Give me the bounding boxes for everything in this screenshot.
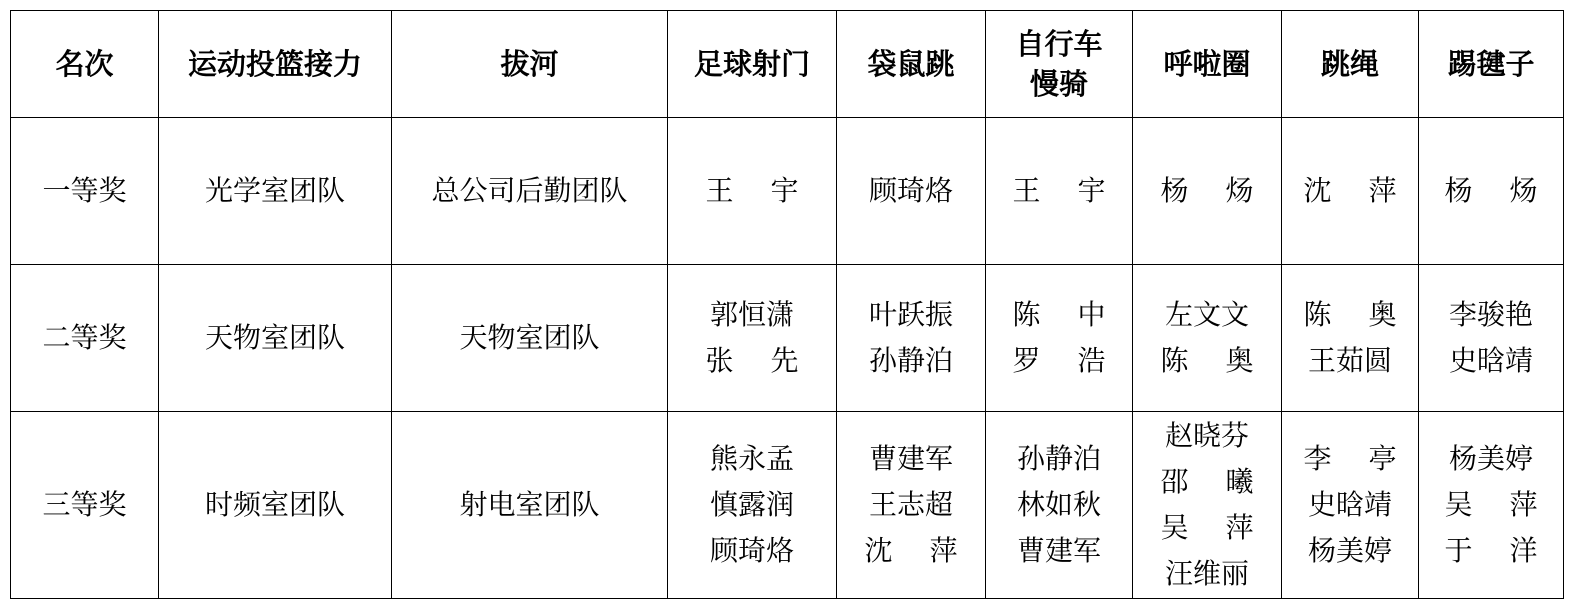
winner-name: 邵 曦 bbox=[1160, 465, 1254, 498]
winner-list bbox=[1161, 292, 1254, 384]
winner-list bbox=[706, 168, 799, 214]
winner-name: 史晗靖 bbox=[1448, 344, 1533, 377]
winner-name: 顾琦烙 bbox=[868, 174, 953, 207]
winner-name: 孙静泊 bbox=[868, 344, 953, 377]
football-cell bbox=[668, 265, 837, 412]
winner-name: 王茹圆 bbox=[1307, 344, 1392, 377]
winner-name: 孙静泊 bbox=[1016, 442, 1101, 475]
jump-rope-cell bbox=[1282, 412, 1419, 599]
winner-name: 熊永孟 bbox=[709, 442, 794, 475]
winner-name: 赵晓芬 bbox=[1164, 419, 1249, 452]
winner-list bbox=[1304, 292, 1397, 384]
relay-cell: 天物室团队 bbox=[159, 265, 392, 412]
table-row bbox=[11, 265, 1564, 412]
shuttlecock-cell bbox=[1419, 265, 1564, 412]
jump-rope-cell bbox=[1282, 118, 1419, 265]
hula-hoop-cell bbox=[1133, 265, 1282, 412]
winner-list bbox=[1304, 168, 1397, 214]
winner-list bbox=[865, 436, 958, 574]
kangaroo-jump-cell bbox=[837, 412, 986, 599]
winner-list bbox=[1161, 413, 1254, 597]
header-rank: 名次 bbox=[11, 11, 159, 118]
winner-name: 慎露润 bbox=[709, 488, 794, 521]
relay-cell: 时频室团队 bbox=[159, 412, 392, 599]
header-tug-of-war: 拔河 bbox=[392, 11, 668, 118]
header-relay: 运动投篮接力 bbox=[159, 11, 392, 118]
football-cell bbox=[668, 118, 837, 265]
winner-name: 汪维丽 bbox=[1164, 557, 1249, 590]
hula-hoop-cell bbox=[1133, 412, 1282, 599]
winner-name: 曹建军 bbox=[868, 442, 953, 475]
winner-list bbox=[1013, 292, 1106, 384]
winner-name: 王 宇 bbox=[705, 174, 799, 207]
header-hula-hoop: 呼啦圈 bbox=[1133, 11, 1282, 118]
header-football: 足球射门 bbox=[668, 11, 837, 118]
winner-name: 吴 萍 bbox=[1444, 488, 1538, 521]
header-shuttlecock: 踢毽子 bbox=[1419, 11, 1564, 118]
winner-list bbox=[1445, 436, 1538, 574]
winner-list bbox=[706, 292, 799, 384]
rank-cell: 三等奖 bbox=[11, 412, 159, 599]
winner-list bbox=[869, 292, 953, 384]
winner-name: 杨 炀 bbox=[1444, 174, 1538, 207]
rank-cell: 二等奖 bbox=[11, 265, 159, 412]
winner-name: 张 先 bbox=[705, 344, 799, 377]
winner-list bbox=[710, 436, 794, 574]
header-row bbox=[11, 11, 1564, 118]
winner-name: 吴 萍 bbox=[1160, 511, 1254, 544]
table-row bbox=[11, 412, 1564, 599]
jump-rope-cell bbox=[1282, 265, 1419, 412]
winner-name: 杨美婷 bbox=[1448, 442, 1533, 475]
winner-name: 陈 奥 bbox=[1303, 298, 1397, 331]
winner-name: 杨美婷 bbox=[1307, 534, 1392, 567]
winner-name: 李 亭 bbox=[1303, 442, 1397, 475]
tug-of-war-cell: 总公司后勤团队 bbox=[392, 118, 668, 265]
winner-name: 王 宇 bbox=[1012, 174, 1106, 207]
table-body bbox=[11, 118, 1564, 599]
winner-name: 杨 炀 bbox=[1160, 174, 1254, 207]
football-cell bbox=[668, 412, 837, 599]
winner-name: 史晗靖 bbox=[1307, 488, 1392, 521]
winner-list bbox=[1017, 436, 1101, 574]
winner-list bbox=[1449, 292, 1533, 384]
rank-cell: 一等奖 bbox=[11, 118, 159, 265]
winner-name: 陈 奥 bbox=[1160, 344, 1254, 377]
awards-table bbox=[10, 10, 1564, 599]
header-jump-rope: 跳绳 bbox=[1282, 11, 1419, 118]
shuttlecock-cell bbox=[1419, 412, 1564, 599]
winner-list bbox=[1445, 168, 1538, 214]
bicycle-cell bbox=[986, 412, 1133, 599]
relay-cell: 光学室团队 bbox=[159, 118, 392, 265]
kangaroo-jump-cell bbox=[837, 265, 986, 412]
winner-name: 林如秋 bbox=[1016, 488, 1101, 521]
winner-list bbox=[1304, 436, 1397, 574]
winner-list bbox=[1161, 168, 1254, 214]
table-row bbox=[11, 118, 1564, 265]
winner-name: 顾琦烙 bbox=[709, 534, 794, 567]
winner-name: 罗 浩 bbox=[1012, 344, 1106, 377]
bicycle-cell bbox=[986, 118, 1133, 265]
header-bicycle-line: 自行车 bbox=[1015, 27, 1103, 61]
winner-name: 王志超 bbox=[868, 488, 953, 521]
kangaroo-jump-cell bbox=[837, 118, 986, 265]
hula-hoop-cell bbox=[1133, 118, 1282, 265]
tug-of-war-cell: 天物室团队 bbox=[392, 265, 668, 412]
winner-name: 曹建军 bbox=[1016, 534, 1101, 567]
header-bicycle bbox=[986, 11, 1133, 118]
winner-name: 郭恒潇 bbox=[709, 298, 794, 331]
winner-name: 叶跃振 bbox=[868, 298, 953, 331]
tug-of-war-cell: 射电室团队 bbox=[392, 412, 668, 599]
winner-name: 左文文 bbox=[1164, 298, 1249, 331]
bicycle-cell bbox=[986, 265, 1133, 412]
shuttlecock-cell bbox=[1419, 118, 1564, 265]
header-kangaroo-jump: 袋鼠跳 bbox=[837, 11, 986, 118]
header-bicycle-text bbox=[1015, 24, 1102, 104]
header-bicycle-line: 慢骑 bbox=[1029, 67, 1088, 101]
winner-name: 沈 萍 bbox=[1303, 174, 1397, 207]
winner-name: 陈 中 bbox=[1012, 298, 1106, 331]
winner-name: 于 洋 bbox=[1444, 534, 1538, 567]
winner-name: 沈 萍 bbox=[864, 534, 958, 567]
winner-list bbox=[1013, 168, 1106, 214]
winner-list bbox=[869, 168, 953, 214]
winner-name: 李骏艳 bbox=[1448, 298, 1533, 331]
